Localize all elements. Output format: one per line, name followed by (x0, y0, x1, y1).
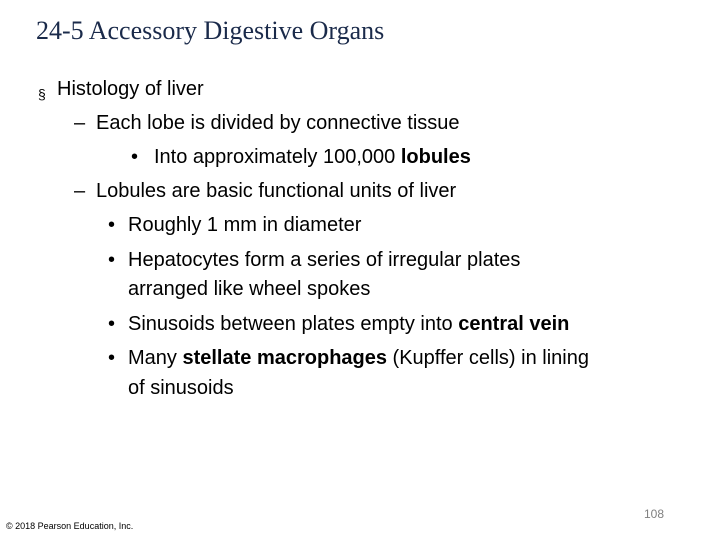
copyright-notice: © 2018 Pearson Education, Inc. (6, 521, 134, 531)
bullet-hepatocytes-line1: Hepatocytes form a series of irregular plates (128, 249, 521, 271)
bullet-marker-level1: § (38, 86, 46, 102)
bullet-histology: Histology of liver (57, 78, 204, 100)
page-number: 108 (644, 507, 665, 521)
dot-marker: • (108, 347, 116, 369)
bullet-sinusoids: Sinusoids between plates empty into central vein (128, 313, 570, 335)
bullet-lobules-functional: Lobules are basic functional units of liver (96, 180, 457, 202)
slide-title: 24-5 Accessory Digestive Organs (36, 16, 385, 45)
bullet-hepatocytes-line2: arranged like wheel spokes (128, 278, 371, 300)
dot-marker: • (108, 313, 116, 335)
dot-marker: • (131, 146, 139, 168)
bullet-lobe-division: Each lobe is divided by connective tissue (96, 112, 460, 134)
dot-marker: • (108, 249, 116, 271)
dash-marker: – (74, 112, 86, 134)
bullet-macrophages-line1: Many stellate macrophages (Kupffer cells) in lining (128, 347, 589, 369)
dash-marker: – (74, 180, 86, 202)
bullet-lobules-count: Into approximately 100,000 lobules (154, 146, 471, 168)
bullet-macrophages-line2: of sinusoids (128, 377, 234, 399)
dot-marker: • (108, 214, 116, 236)
bullet-diameter: Roughly 1 mm in diameter (128, 214, 362, 236)
